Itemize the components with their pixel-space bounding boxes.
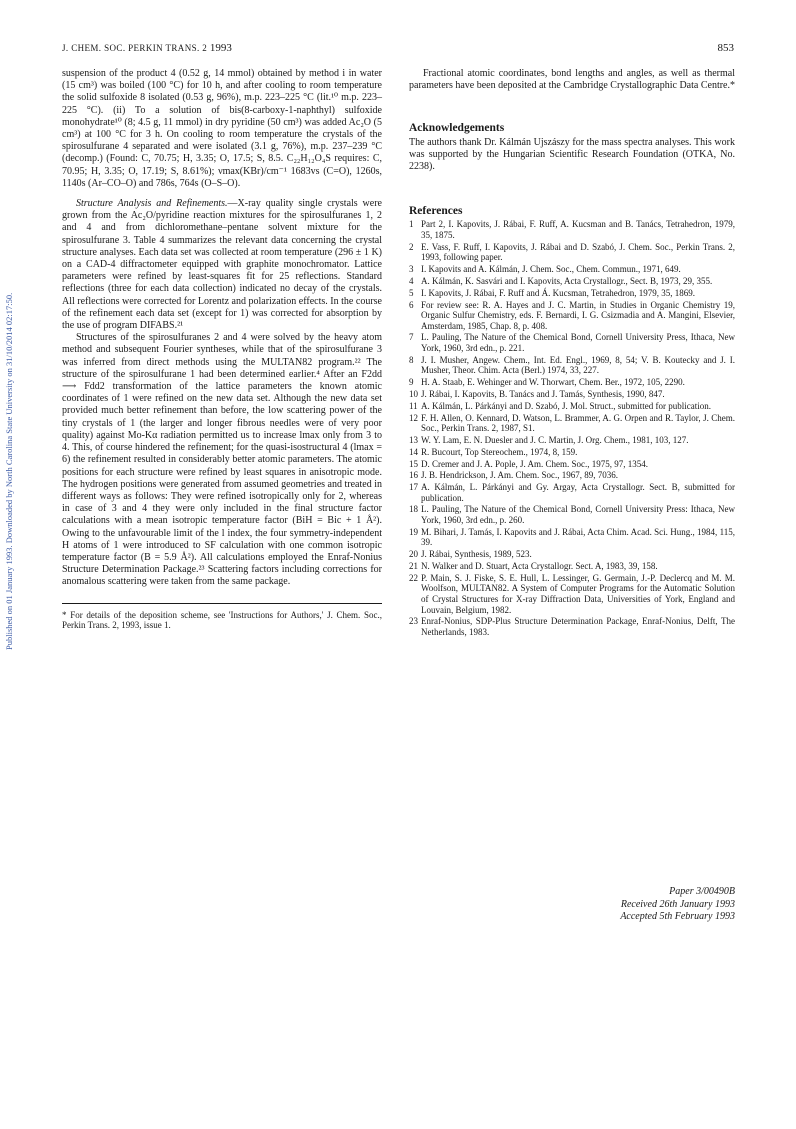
reference-text: H. A. Staab, E. Wehinger and W. Thorwart, Chem. Ber., 1972, 105, 2290. [421, 377, 685, 388]
reference-item [409, 573, 735, 615]
reference-text: L. Pauling, The Nature of the Chemical Bond, Cornell University Press, Ithaca, New York, 1960, 3rd edn., p. 221. [421, 332, 735, 354]
acknowledgements-text: The authors thank Dr. Kálmán Ujszászy for the mass spectra analyses. This work was supported by the Hungarian Scientific Research Foundation (OTKA, No. 2238). [409, 136, 735, 173]
reference-item [409, 389, 735, 400]
accepted-date: Accepted 5th February 1993 [620, 911, 735, 922]
left-column [62, 68, 382, 631]
download-watermark-text: Published on 01 January 1993. Downloaded by North Carolina State University on 31/10/2014 02:17:50. [4, 292, 14, 650]
journal-title: J. CHEM. SOC. PERKIN TRANS. 2 [62, 43, 208, 53]
structure-analysis-paragraph [62, 198, 382, 332]
reference-text: J. Rábai, I. Kapovits, B. Tanács and J. Tamás, Synthesis, 1990, 847. [421, 389, 665, 400]
reference-item [409, 413, 735, 434]
deposition-paragraph: Fractional atomic coordinates, bond lengths and angles, as well as thermal parameters have been deposited at the Cambridge Crystallographic Data Centre.* [409, 68, 735, 92]
reference-number: 5 [409, 287, 414, 298]
journal-name [62, 42, 232, 54]
reference-item [409, 435, 735, 446]
reference-item [409, 561, 735, 572]
structure-analysis-text: —X-ray quality single crystals were grown from the Ac₂O/pyridine reaction mixtures for the spirosulfuranes 1, 2 and 4 and from dichloromethane–pentane solvent mixture for the spirosulfurane 3. Table 4 summarizes the relevant data concerning the crystal structure analyses. Each data set was collected at room temperature (296 ± 1 K) on a CAD-4 diffractometer equipped with graphite monochromator. Lattice parameters were refined by least-squares fit for 25 reflections. Standard reflections (three for each data collection) indicated no decay of the crystals. All reflections were corrected for Lorentz and polarization effects. In the course of the refinement each data set (except for 1) was corrected for absorption by the use of program DIFABS.²¹ [62, 198, 382, 332]
reference-item [409, 276, 735, 287]
reference-number: 6 [409, 299, 414, 310]
reference-item [409, 264, 735, 275]
reference-text: J. Rábai, Synthesis, 1989, 523. [421, 549, 532, 560]
reference-number: 13 [409, 434, 418, 445]
reference-number: 21 [409, 560, 418, 571]
reference-list [409, 219, 735, 637]
reference-item [409, 459, 735, 470]
reference-text: J. B. Hendrickson, J. Am. Chem. Soc., 1967, 89, 7036. [421, 470, 618, 481]
journal-year: 1993 [209, 42, 232, 54]
reference-text: A. Kálmán, L. Párkányi and Gy. Argay, Acta Crystallogr. Sect. B, submitted for publication. [421, 482, 735, 503]
reference-number: 4 [409, 275, 414, 286]
reference-number: 2 [409, 241, 414, 252]
reference-number: 20 [409, 549, 418, 560]
reference-item [409, 355, 735, 376]
reference-number: 10 [409, 389, 418, 400]
reference-text: A. Kálmán, K. Sasvári and I. Kapovits, Acta Crystallogr., Sect. B, 1973, 29, 355. [421, 275, 713, 286]
paper-id: Paper 3/00490B [669, 886, 735, 897]
reference-item [409, 401, 735, 412]
footnote-rule [62, 603, 382, 604]
reference-item [409, 482, 735, 503]
reference-item [409, 470, 735, 481]
structure-solution-paragraph: Structures of the spirosulfuranes 2 and 4 were solved by the heavy atom method and subsequent Fourier syntheses, while that of the spirosulfurane 3 was inferred from direct methods using the MULTAN82 program.²² The structure of the spirosulfurane 1 had been determined earlier.⁴ After an F2dd ⟶ Fdd2 transformation of the lattice parameters the known atomic coordinates of 1 were refined on the new data set. Although the new data set provided much better refinement than before, the low scattering power of the tiny crystals of 1 (the larger and longer fibrous needles were of very poor quality) against Mo-Kα radiation permitted us to increase lmax only from 3 to 4. This, of course hindered the refinement; for the quasi-isostructural 4 (lmax = 6) the refinement resulted in considerably better atomic parameters. The atomic positions for each structure were refined by least squares in anisotropic mode. The hydrogen positions were generated from assumed geometries and treated in different ways as follows: They were refined isotropically only for 2, whereas in case of 3 and 4 they were only included in the final structure factor calculations with a mean isotropic temperature factor (BiH = Bic + 1 Å²). Owing to the unfavourable limit of the l index, the four symmetry-independent H atoms of 1 were introduced to SF calculation with one common isotropic temperature factor (B = 5.9 Å²). All calculations employed the Enraf-Nonius Structure Determination Package.²³ Scattering factors including corrections for anomalous scattering were taken from the same package. [62, 332, 382, 588]
reference-text: N. Walker and D. Stuart, Acta Crystallogr. Sect. A, 1983, 39, 158. [421, 560, 658, 571]
reference-number: 17 [409, 482, 418, 493]
reference-text: R. Bucourt, Top Stereochem., 1974, 8, 159. [421, 446, 578, 457]
references-heading: References [409, 205, 463, 218]
reference-text: A. Kálmán, L. Párkányi and D. Szabó, J. Mol. Struct., submitted for publication. [421, 400, 711, 411]
page-number: 853 [717, 42, 734, 54]
reference-text: For review see: R. A. Hayes and J. C. Martin, in Studies in Organic Chemistry 19, Organic Sulfur Chemistry, eds. F. Bernardi, I. G. Csizmadia and A. Mangini, Elsevier, Amsterdam, 1985, Chap. 8, p. 408. [421, 299, 735, 331]
reference-item [409, 447, 735, 458]
received-date: Received 26th January 1993 [620, 898, 735, 910]
reference-number: 15 [409, 458, 418, 469]
reference-text: J. I. Musher, Angew. Chem., Int. Ed. Engl., 1969, 8, 54; V. B. Koutecky and J. I. Musher, Theor. Chim. Acta (Berl.) 1974, 33, 227. [421, 354, 735, 376]
reference-number: 23 [409, 616, 418, 627]
paper-info [409, 886, 735, 924]
reference-number: 19 [409, 526, 418, 537]
reference-text: W. Y. Lam, E. N. Duesler and J. C. Martin, J. Org. Chem., 1981, 103, 127. [421, 434, 689, 445]
reference-item [409, 504, 735, 525]
reference-number: 14 [409, 446, 418, 457]
experimental-paragraph: suspension of the product 4 (0.52 g, 14 mmol) obtained by method i in water (15 cm³) was boiled (100 °C) for 10 h, and after cooling to room temperature the solid sulfoxide 8 isolated (0.53 g, 96%), m.p. 223–225 °C (lit.¹⁰ m.p. 223–225 °C). (ii) To a solution of bis(8-carboxy-1-naphthyl) sulfoxide monohydrate¹⁰ (8; 4.5 g, 11 mmol) in dry pyridine (50 cm³) was added Ac₂O (5 cm³) at 100 °C for 3 h. On cooling to room temperature the crystals of the spirosulfurane 4 separated and were isolated (3.1 g, 76%), m.p. 237–239 °C (decomp.) (Found: C, 70.75; H, 3.35; O, 17.5; S, 8.5. C₂₂H₁₂O₄S requires: C, 70.95; H, 3.35; O, 17.19; S, 8.61%); νmax(KBr)/cm⁻¹ 1683vs (C=O), 1260s, 1140s (Ar–CO–O) and 786s, 764s (O–S–O). [62, 68, 382, 189]
reference-text: E. Vass, F. Ruff, I. Kapovits, J. Rábai and D. Szabó, J. Chem. Soc., Perkin Trans. 2, 1993, following paper. [421, 241, 735, 263]
reference-item [409, 300, 735, 332]
reference-text: P. Main, S. J. Fiske, S. E. Hull, L. Lessinger, G. Germain, J.-P. Declercq and M. M. Woolfson, MULTAN82. A System of Computer Programs for the Automatic Solution of Crystal Structures for X-ray Diffraction Data, Universities of York, England and Louvain, Belgium, 1982. [421, 572, 735, 615]
reference-text: D. Cremer and J. A. Pople, J. Am. Chem. Soc., 1975, 97, 1354. [421, 458, 648, 469]
reference-number: 7 [409, 332, 414, 343]
reference-number: 22 [409, 572, 418, 583]
reference-item [409, 288, 735, 299]
reference-text: I. Kapovits, J. Rábai, F. Ruff and Á. Kucsman, Tetrahedron, 1979, 35, 1869. [421, 287, 696, 298]
reference-item [409, 242, 735, 263]
reference-item [409, 219, 735, 240]
reference-number: 12 [409, 412, 418, 423]
reference-number: 16 [409, 470, 418, 481]
deposition-footnote: * For details of the deposition scheme, see 'Instructions for Authors,' J. Chem. Soc., Perkin Trans. 2, 1993, issue 1. [62, 609, 382, 631]
reference-text: I. Kapovits and A. Kálmán, J. Chem. Soc., Chem. Commun., 1971, 649. [421, 264, 681, 275]
reference-number: 11 [409, 400, 418, 411]
reference-number: 3 [409, 264, 414, 275]
structure-analysis-title: Structure Analysis and Refinements. [76, 198, 228, 210]
reference-text: L. Pauling, The Nature of the Chemical Bond, Cornell University Press: Ithaca, New York, 1960, 3rd edn., p. 260. [421, 504, 735, 526]
reference-text: Enraf-Nonius, SDP-Plus Structure Determination Package, Enraf-Nonius, Delft, The Netherlands, 1983. [421, 616, 735, 637]
reference-number: 9 [409, 377, 414, 388]
reference-item [409, 332, 735, 353]
reference-text: F. H. Allen, O. Kennard, D. Watson, L. Brammer, A. G. Orpen and R. Taylor, J. Chem. Soc., Perkin Trans. 2, 1987, S1. [421, 412, 735, 434]
reference-item [409, 527, 735, 548]
reference-text: M. Bihari, J. Tamás, I. Kapovits and J. Rábai, Acta Chim. Acad. Sci. Hung., 1984, 115, 39. [421, 526, 735, 548]
reference-item [409, 377, 735, 388]
reference-item [409, 549, 735, 560]
reference-item [409, 616, 735, 637]
reference-number: 18 [409, 504, 418, 515]
reference-number: 1 [409, 219, 414, 230]
download-watermark [4, 150, 18, 650]
page-header [62, 42, 734, 56]
acknowledgements-heading: Acknowledgements [409, 122, 505, 135]
reference-text: Part 2, I. Kapovits, J. Rábai, F. Ruff, A. Kucsman and B. Tanács, Tetrahedron, 1979, 35, 1875. [421, 219, 735, 241]
right-column [409, 68, 735, 639]
reference-number: 8 [409, 354, 414, 365]
